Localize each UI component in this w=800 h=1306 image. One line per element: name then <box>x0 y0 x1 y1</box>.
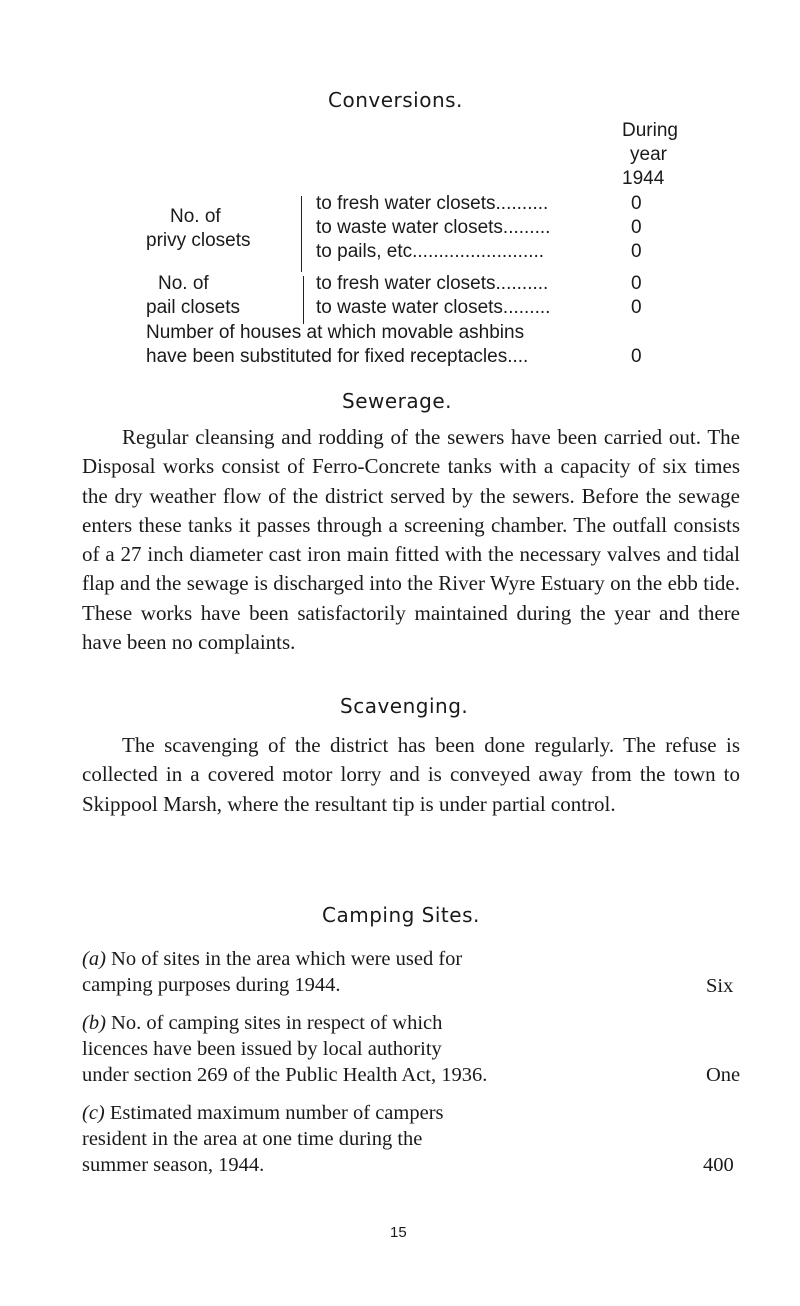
item-letter: (c) <box>82 1102 105 1124</box>
pail-brace <box>303 276 304 324</box>
camping-value-b: One <box>706 1064 741 1086</box>
item-line-1: Estimated maximum number of campers <box>104 1102 444 1124</box>
privy-row-label: to waste water closets......... <box>316 217 551 238</box>
ashbins-line-2: have been substituted for fixed receptacles.... <box>146 346 529 367</box>
pail-row-label: to fresh water closets.......... <box>316 273 549 294</box>
privy-row-label: to pails, etc......................... <box>316 241 545 262</box>
item-line-1: No. of camping sites in respect of which <box>105 1012 443 1034</box>
item-letter: (b) <box>82 1012 106 1034</box>
camping-item-a <box>82 946 742 998</box>
camping-heading: Camping Sites. <box>322 903 480 927</box>
sewerage-paragraph: Regular cleansing and rodding of the sewers have been carried out. The Disposal works consist of Ferro-Concrete tanks with a capacity of six times the dry weather flow of the district served by the sewers. Before the sewage enters these tanks it passes through a screening chamber. The outfall consists of a 27 inch diameter cast iron main fitted with the necessary valves and tidal flap and the sewage is discharged into the River Wyre Estuary on the ebb tide. These works have been satisfactorily maintained during the year and there have been no complaints. <box>82 425 740 655</box>
privy-row-value: 0 <box>631 241 642 262</box>
conversions-heading: Conversions. <box>328 88 463 112</box>
camping-value-c: 400 <box>703 1154 734 1176</box>
column-header-line-3: 1944 <box>622 168 665 189</box>
item-line-2: resident in the area at one time during the <box>82 1128 423 1150</box>
item-line-2: camping purposes during 1944. <box>82 974 341 996</box>
item-line-3: summer season, 1944. <box>82 1154 265 1176</box>
scavenging-paragraph: The scavenging of the district has been done regularly. The refuse is collected in a covered motor lorry and is conveyed away from the town to Skippool Marsh, where the resultant tip is under partial control. <box>82 733 740 816</box>
camping-item-b <box>82 1010 742 1088</box>
page-number: 15 <box>390 1224 407 1241</box>
scavenging-heading: Scavenging. <box>340 694 469 718</box>
item-line-2: licences have been issued by local authority <box>82 1038 442 1060</box>
pail-row-value: 0 <box>631 297 642 318</box>
sewerage-heading: Sewerage. <box>342 389 452 413</box>
privy-label-line-2: privy closets <box>146 230 251 251</box>
privy-label-line-1: No. of <box>170 206 221 227</box>
pail-row-label: to waste water closets......... <box>316 297 551 318</box>
ashbins-value: 0 <box>631 346 642 367</box>
privy-row-value: 0 <box>631 193 642 214</box>
privy-row-value: 0 <box>631 217 642 238</box>
camping-value-a: Six <box>706 975 734 997</box>
pail-label-line-2: pail closets <box>146 297 240 318</box>
camping-item-c <box>82 1100 742 1178</box>
ashbins-line-1: Number of houses at which movable ashbins <box>146 322 525 343</box>
item-line-3: under section 269 of the Public Health Act, 1936. <box>82 1064 488 1086</box>
column-header-line-1: During <box>622 120 678 141</box>
item-letter: (a) <box>82 948 106 970</box>
privy-row-label: to fresh water closets.......... <box>316 193 549 214</box>
column-header-line-2: year <box>630 144 667 165</box>
privy-brace <box>301 196 302 272</box>
pail-label-line-1: No. of <box>158 273 209 294</box>
pail-row-value: 0 <box>631 273 642 294</box>
item-line-1: No of sites in the area which were used for <box>105 948 463 970</box>
